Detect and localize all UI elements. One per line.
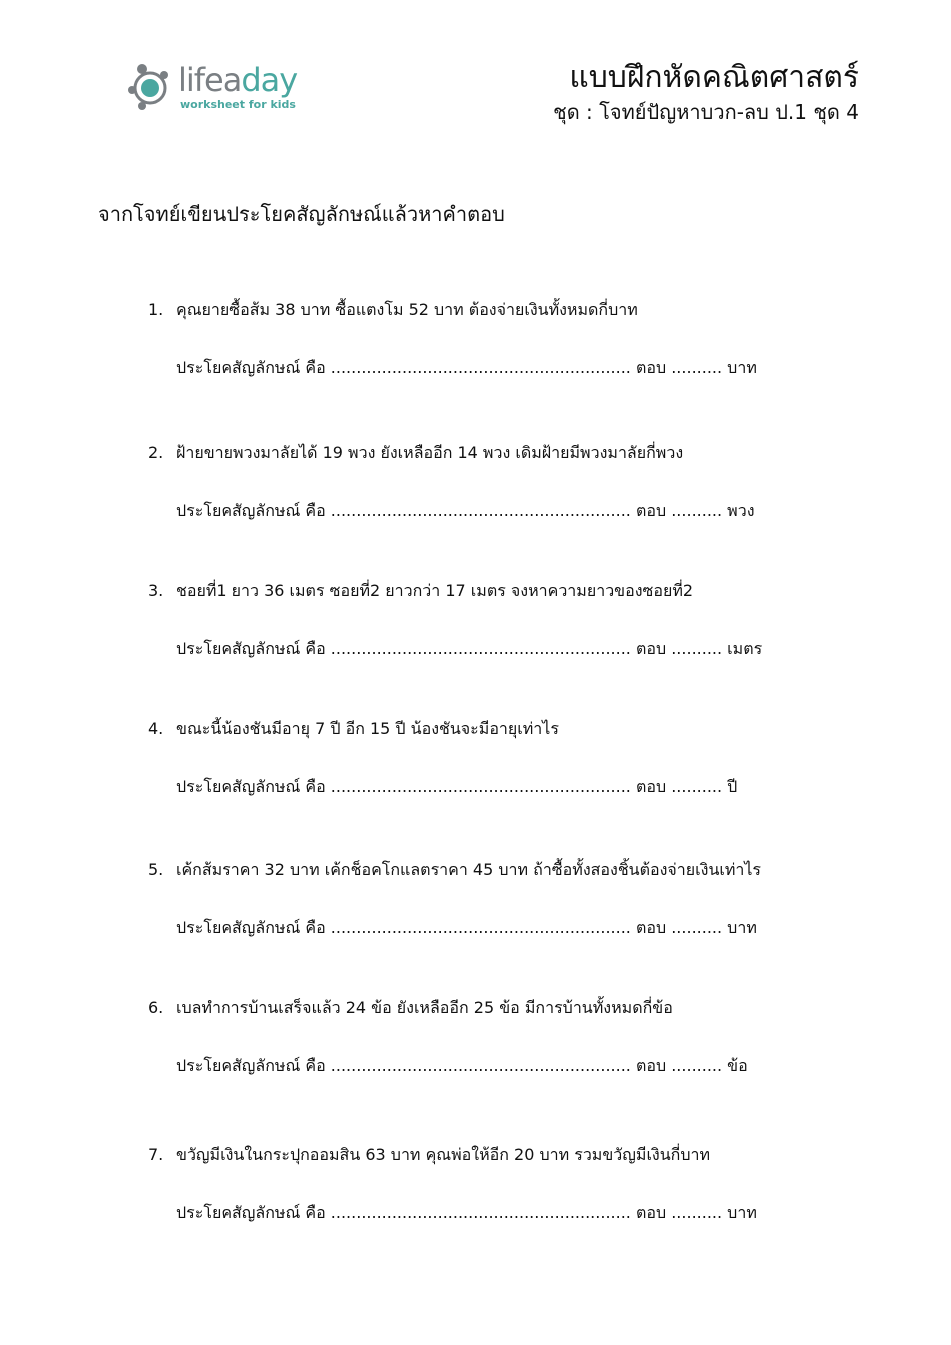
answer-line <box>176 1201 848 1225</box>
answer-unit: บาท <box>727 918 757 937</box>
problem-question <box>148 579 848 603</box>
answer-unit: บาท <box>727 358 757 377</box>
answer-label: ประโยคสัญลักษณ์ คือ <box>176 1056 326 1075</box>
problem-question <box>148 1143 848 1167</box>
logo-tagline: worksheet for kids <box>180 98 296 111</box>
equation-blank: ........................................................... <box>330 918 631 937</box>
answer-line <box>176 775 848 799</box>
problem-item <box>148 717 848 799</box>
worksheet-subtitle: ชุด : โจทย์ปัญหาบวก-ลบ ป.1 ชุด 4 <box>553 100 859 124</box>
answer-unit: เมตร <box>727 639 763 658</box>
problem-number: 3. <box>148 581 164 600</box>
logo-wordmark: lifeaday <box>178 61 298 99</box>
answer-unit: ปี <box>727 777 738 796</box>
equation-blank: ........................................................... <box>330 777 631 796</box>
problem-question <box>148 996 848 1020</box>
equation-blank: ........................................................... <box>330 358 631 377</box>
problem-text: ฝ้ายขายพวงมาลัยได้ 19 พวง ยังเหลืออีก 14 พวง เดิมฝ้ายมีพวงมาลัยกี่พวง <box>176 443 684 462</box>
answer-unit: ข้อ <box>727 1056 748 1075</box>
problem-number: 2. <box>148 443 164 462</box>
answer-line <box>176 1054 848 1078</box>
equation-blank: ........................................................... <box>330 1203 631 1222</box>
problem-text: เค้กส้มราคา 32 บาท เค้กช็อคโกแลตราคา 45 บาท ถ้าซื้อทั้งสองชิ้นต้องจ่ายเงินเท่าไร <box>176 860 762 879</box>
problem-text: ขณะนี้น้องชันมีอายุ 7 ปี อีก 15 ปี น้องชันจะมีอายุเท่าไร <box>176 719 559 738</box>
answer-blank: .......... <box>671 639 723 658</box>
answer-word: ตอบ <box>635 639 667 658</box>
answer-label: ประโยคสัญลักษณ์ คือ <box>176 501 326 520</box>
answer-line <box>176 916 848 940</box>
problem-item <box>148 996 848 1078</box>
problem-question <box>148 298 848 322</box>
answer-label: ประโยคสัญลักษณ์ คือ <box>176 918 326 937</box>
problem-text: ชอยที่1 ยาว 36 เมตร ซอยที่2 ยาวกว่า 17 เมตร จงหาความยาวของซอยที่2 <box>176 581 694 600</box>
answer-word: ตอบ <box>635 501 667 520</box>
molecule-logo-icon <box>126 60 178 120</box>
problem-question <box>148 858 848 882</box>
problem-number: 1. <box>148 300 164 319</box>
answer-blank: .......... <box>671 918 723 937</box>
answer-word: ตอบ <box>635 358 667 377</box>
answer-blank: .......... <box>671 1056 723 1075</box>
problem-number: 5. <box>148 860 164 879</box>
problem-question <box>148 441 848 465</box>
equation-blank: ........................................................... <box>330 501 631 520</box>
problem-number: 4. <box>148 719 164 738</box>
problem-text: เบลทำการบ้านเสร็จแล้ว 24 ข้อ ยังเหลืออีก 25 ข้อ มีการบ้านทั้งหมดกี่ข้อ <box>176 998 673 1017</box>
answer-unit: บาท <box>727 1203 757 1222</box>
instruction-text: จากโจทย์เขียนประโยคสัญลักษณ์แล้วหาคำตอบ <box>98 202 505 226</box>
equation-blank: ........................................................... <box>330 639 631 658</box>
answer-unit: พวง <box>727 501 755 520</box>
answer-line <box>176 499 848 523</box>
problem-text: ขวัญมีเงินในกระปุกออมสิน 63 บาท คุณพ่อให้อีก 20 บาท รวมขวัญมีเงินกี่บาท <box>176 1145 711 1164</box>
answer-word: ตอบ <box>635 1203 667 1222</box>
problem-number: 6. <box>148 998 164 1017</box>
answer-blank: .......... <box>671 358 723 377</box>
lifeaday-logo <box>126 60 326 120</box>
problem-text: คุณยายซื้อส้ม 38 บาท ซื้อแตงโม 52 บาท ต้องจ่ายเงินทั้งหมดกี่บาท <box>176 300 638 319</box>
answer-line <box>176 637 848 661</box>
problem-item <box>148 858 848 940</box>
problem-item <box>148 1143 848 1225</box>
answer-line <box>176 356 848 380</box>
answer-word: ตอบ <box>635 1056 667 1075</box>
answer-word: ตอบ <box>635 777 667 796</box>
page-title: แบบฝึกหัดคณิตศาสตร์ <box>569 60 859 95</box>
answer-blank: .......... <box>671 777 723 796</box>
answer-blank: .......... <box>671 1203 723 1222</box>
answer-blank: .......... <box>671 501 723 520</box>
problem-item <box>148 579 848 661</box>
answer-label: ประโยคสัญลักษณ์ คือ <box>176 1203 326 1222</box>
problem-item <box>148 441 848 523</box>
problem-item <box>148 298 848 380</box>
answer-label: ประโยคสัญลักษณ์ คือ <box>176 639 326 658</box>
equation-blank: ........................................................... <box>330 1056 631 1075</box>
problem-number: 7. <box>148 1145 164 1164</box>
answer-label: ประโยคสัญลักษณ์ คือ <box>176 358 326 377</box>
problem-question <box>148 717 848 741</box>
answer-label: ประโยคสัญลักษณ์ คือ <box>176 777 326 796</box>
answer-word: ตอบ <box>635 918 667 937</box>
